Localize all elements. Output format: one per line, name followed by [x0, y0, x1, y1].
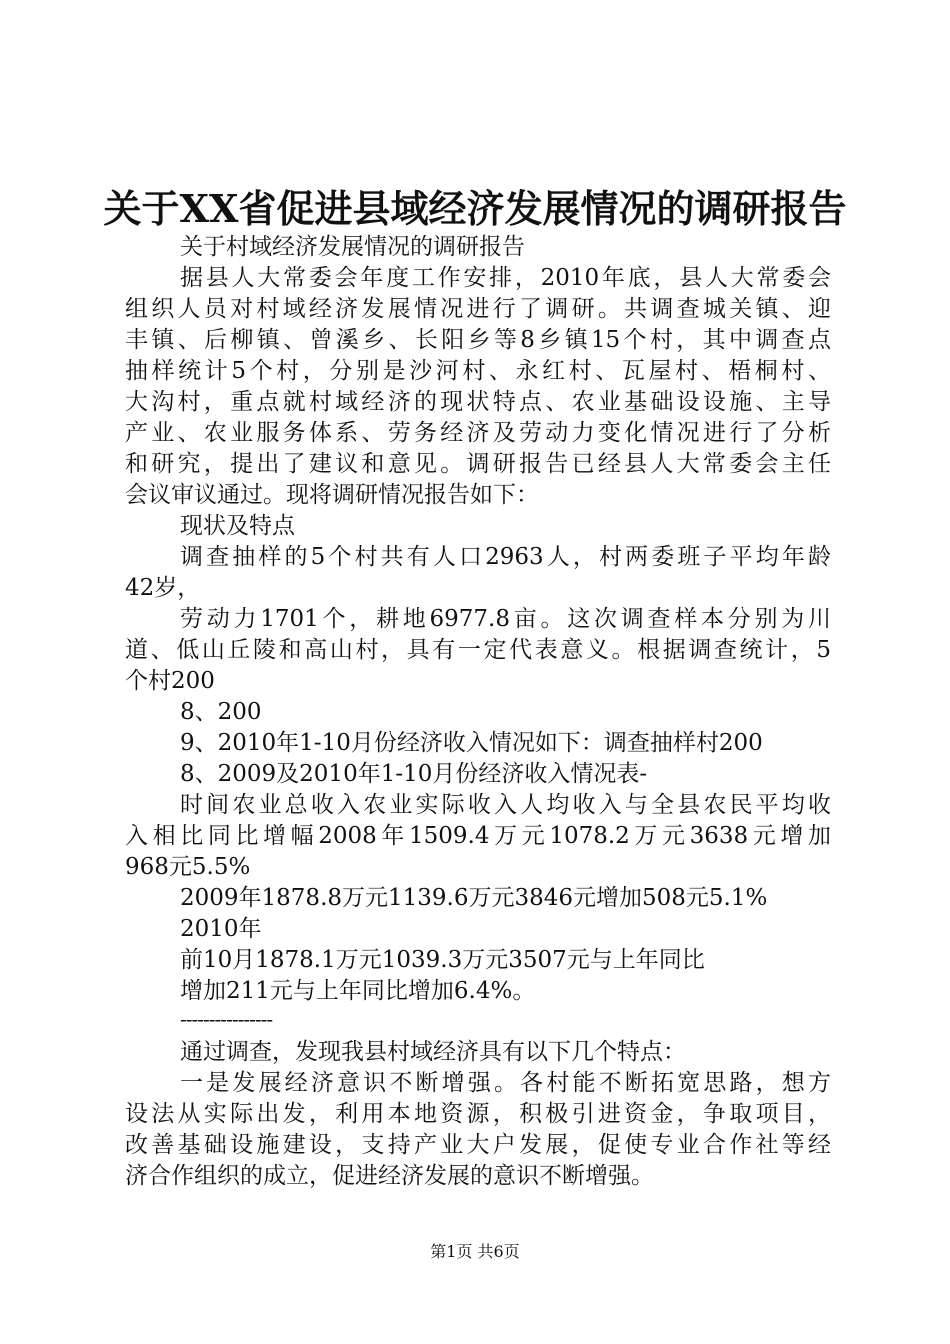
text-line: 8、200: [180, 699, 262, 725]
text-line: 关于村域经济发展情况的调研报告: [180, 234, 525, 260]
text-line: 968元5.5%: [125, 854, 251, 880]
text-line: 济合作组织的成立，促进经济发展的意识不断增强。: [125, 1163, 654, 1189]
text-line: 改善基础设施建设，支持产业大户发展，促使专业合作社等经: [125, 1132, 831, 1158]
text-line: 8、2009及2010年1-10月份经济收入情况表-: [180, 761, 648, 787]
text-line: 调查抽样的5个村共有人口2963人，村两委班子平均年龄: [180, 544, 831, 570]
text-line: 一是发展经济意识不断增强。各村能不断拓宽思路，想方: [180, 1070, 831, 1096]
text-line: 前10月1878.1万元1039.3万元3507元与上年同比: [180, 947, 705, 973]
text-line: 增加211元与上年同比增加6.4%。: [180, 978, 536, 1004]
text-line: 入相比同比增幅2008年1509.4万元1078.2万元3638元增加: [125, 823, 831, 849]
text-line: 据县人大常委会年度工作安排，2010年底，县人大常委会: [180, 265, 831, 291]
text-line: 产业、农业服务体系、劳务经济及劳动力变化情况进行了分析: [125, 420, 831, 446]
separator-line: ----------------: [180, 1007, 273, 1031]
text-line: 道、低山丘陵和高山村，具有一定代表意义。根据调查统计，5: [125, 637, 831, 663]
text-line: 9、2010年1-10月份经济收入情况如下：调查抽样村200: [180, 730, 763, 756]
text-line: 组织人员对村域经济发展情况进行了调研。共调查城关镇、迎: [125, 296, 831, 322]
text-line: 劳动力1701个，耕地6977.8亩。这次调查样本分别为川: [180, 606, 831, 632]
text-line: 2010年: [180, 916, 262, 942]
text-line: 42岁，: [125, 575, 201, 601]
document-title: 关于XX省促进县域经济发展情况的调研报告: [103, 186, 847, 231]
text-line: 现状及特点: [180, 513, 295, 539]
text-line: 通过调查，发现我县村域经济具有以下几个特点：: [180, 1039, 686, 1065]
text-line: 和研究，提出了建议和意见。调研报告已经县人大常委会主任: [125, 451, 831, 477]
document-body: [125, 232, 831, 1192]
text-line: 个村200: [125, 668, 215, 694]
text-line: 抽样统计5个村，分别是沙河村、永红村、瓦屋村、梧桐村、: [125, 358, 831, 384]
text-line: 2009年1878.8万元1139.6万元3846元增加508元5.1%: [180, 885, 768, 911]
text-line: 大沟村，重点就村域经济的现状特点、农业基础设设施、主导: [125, 389, 831, 415]
text-line: 设法从实际出发，利用本地资源，积极引进资金，争取项目，: [125, 1101, 831, 1127]
text-line: 时间农业总收入农业实际收入人均收入与全县农民平均收: [180, 792, 831, 818]
text-line: 会议审议通过。现将调研情况报告如下：: [125, 482, 539, 508]
page-footer: 第1页 共6页: [430, 1242, 520, 1261]
text-line: 丰镇、后柳镇、曾溪乡、长阳乡等8乡镇15个村，其中调查点: [125, 327, 831, 353]
